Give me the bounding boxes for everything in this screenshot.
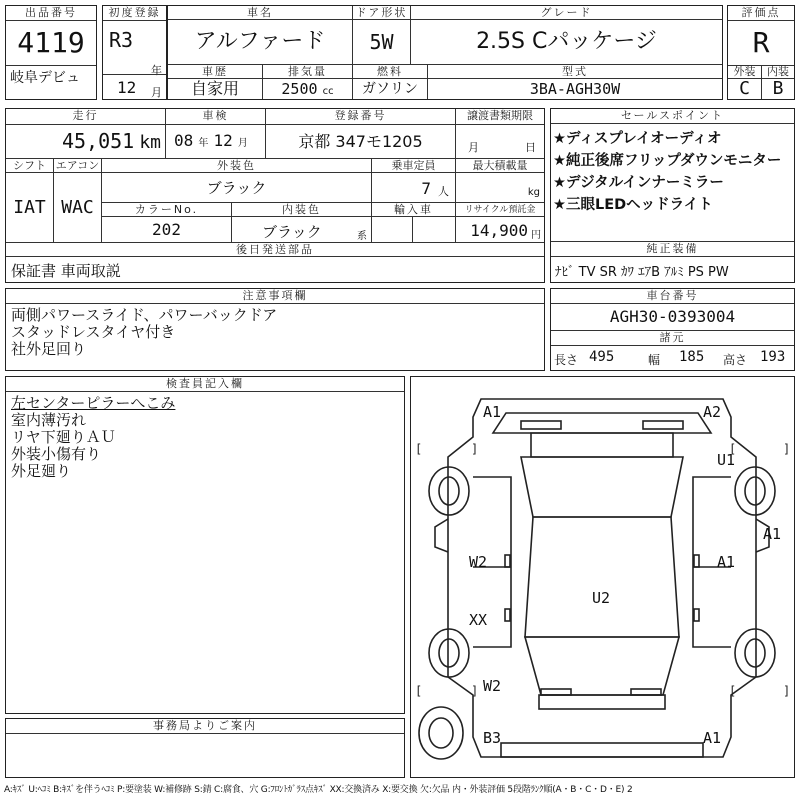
- mark-roof: U2: [592, 589, 611, 607]
- length: 495: [589, 349, 615, 365]
- length-label: 長さ: [554, 353, 579, 367]
- ext-label: 外装: [733, 65, 756, 78]
- office-label: 事務局よりご案内: [6, 719, 404, 734]
- grade-label: グレード: [540, 6, 593, 19]
- model-box: [167, 5, 723, 100]
- mark-front-right: A2: [703, 403, 722, 421]
- int-label: 内装: [767, 65, 789, 78]
- mark-right-front: U1: [717, 451, 736, 469]
- later-parts: 保証書 車両取説: [11, 262, 121, 280]
- office-box: [5, 718, 405, 778]
- color-no: 202: [152, 220, 181, 239]
- fuel: ガソリン: [362, 81, 418, 97]
- lot-number-box: [5, 5, 97, 100]
- selling-point: ★デジタルインナーミラー: [553, 175, 724, 191]
- transfer-label: 譲渡書類期限: [467, 109, 533, 122]
- insp-month-unit: 月: [237, 138, 248, 149]
- mark-rear-left: B3: [483, 729, 502, 747]
- svg-text:[: [: [729, 684, 737, 698]
- height: 193: [760, 349, 786, 365]
- selling-point: ★三眼LEDヘッドライト: [553, 197, 713, 213]
- inspector-line: 外足廻り: [11, 462, 72, 480]
- equipment-label: 純正装備: [551, 242, 794, 257]
- dims-label: 諸元: [551, 331, 794, 346]
- note-line: 両側パワースライド、パワーバックドア: [11, 306, 278, 324]
- note-line: スタッドレスタイヤ付き: [11, 323, 176, 341]
- history: 自家用: [190, 79, 239, 98]
- year-unit: 年: [151, 64, 162, 77]
- mark-right-door: A1: [717, 553, 736, 571]
- mark-rear-right: A1: [703, 729, 722, 747]
- yen-unit: 円: [531, 230, 541, 241]
- door-type: 5W: [369, 30, 394, 54]
- inspector-box: [5, 376, 405, 714]
- notes-box: [5, 288, 545, 371]
- model-name: アルファード: [194, 29, 326, 54]
- int-color-suffix: 系: [357, 231, 367, 242]
- month-num: 12: [117, 78, 137, 97]
- notes-label: 注意事項欄: [6, 289, 544, 304]
- score-label: 評価点: [728, 6, 794, 21]
- capacity: 7: [421, 179, 431, 198]
- inspector-line: 外装小傷有り: [11, 445, 102, 463]
- chassis-box: [550, 288, 795, 371]
- ac: WAC: [61, 197, 94, 218]
- mark-left-rear: XX: [469, 611, 488, 629]
- selling-label: セールスポイント: [551, 109, 794, 124]
- inspector-line: 室内薄汚れ: [11, 411, 87, 429]
- insp-year-unit: 年: [198, 138, 209, 149]
- cc-unit: cc: [322, 86, 334, 97]
- plate-label: 登録番号: [334, 109, 387, 122]
- km-unit: km: [139, 132, 161, 153]
- width-label: 幅: [648, 353, 661, 367]
- later-label: 後日発送部品: [236, 243, 314, 256]
- car-diagram: [410, 376, 795, 778]
- lot-number: 4119: [6, 21, 96, 66]
- displacement: 2500: [281, 80, 318, 98]
- mark-front-left: A1: [483, 403, 502, 421]
- insp-month: 12: [213, 131, 233, 150]
- equipment: ﾅﾋﾞ TV SR ｶﾜ ｴｱB ｱﾙﾐ PS PW: [555, 265, 729, 280]
- door-label: ドア形状: [355, 6, 408, 19]
- chassis-number: AGH30-0393004: [551, 304, 794, 331]
- inspection-label: 車検: [202, 109, 229, 122]
- lot-number-label: 出品番号: [6, 6, 96, 21]
- score: R: [728, 21, 794, 66]
- svg-text:]: ]: [471, 442, 479, 456]
- top-section: [5, 5, 795, 102]
- import-label: 輸入車: [394, 203, 433, 216]
- mileage: 45,051: [61, 129, 135, 153]
- svg-text:]: ]: [471, 684, 479, 698]
- era: R: [109, 28, 122, 52]
- fuel-label: 燃料: [377, 65, 403, 78]
- selling-point: ★純正後席フリップダウンモニター: [553, 153, 782, 169]
- auction-site: 岐阜デビュ: [10, 70, 80, 86]
- mark-right-mirror: A1: [763, 525, 782, 543]
- color: ブラック: [206, 179, 267, 197]
- shift-label: シフト: [13, 159, 46, 172]
- legend: A:ｷｽﾞ U:ﾍｺﾐ B:ｷｽﾞを伴うﾍｺﾐ P:要塗装 W:補修跡 S:錆 C:腐食、穴 G:ﾌﾛﾝﾄｶﾞﾗｽ点ｷｽﾞ XX:交換済み X:要交換 欠:欠品 内・外装評価 5段階ﾗﾝｸ順(A・B・C・D・E) 2: [4, 785, 633, 795]
- note-line: 社外足回り: [11, 340, 87, 358]
- recycle-label: リサイクル預託金: [464, 205, 536, 215]
- year-num: 3: [121, 28, 134, 52]
- month-unit: 月: [151, 86, 162, 99]
- color-label: 外装色: [217, 159, 256, 172]
- color-no-label: カラーNo.: [134, 203, 199, 216]
- ac-label: エアコン: [55, 159, 100, 172]
- height-label: 高さ: [723, 353, 748, 367]
- width: 185: [679, 349, 705, 365]
- first-reg-label: 初度登録: [103, 6, 166, 21]
- mark-left-rear-lower: W2: [483, 677, 502, 695]
- svg-text:]: ]: [783, 684, 791, 698]
- recycle: 14,900: [470, 221, 528, 240]
- selling-point: ★ディスプレイオーディオ: [553, 131, 722, 147]
- svg-text:[: [: [415, 684, 423, 698]
- plate: 京都 347モ1205: [298, 132, 423, 151]
- inspector-label: 検査員記入欄: [6, 377, 404, 392]
- transfer-month: 月: [468, 141, 479, 154]
- transfer-day: 日: [525, 141, 536, 154]
- model-label: 車名: [247, 6, 273, 19]
- svg-text:]: ]: [783, 442, 791, 456]
- load-unit: kg: [527, 187, 540, 198]
- shift: IAT: [13, 197, 46, 218]
- inspector-line: リヤ下廻りＡＵ: [11, 428, 116, 446]
- ext-grade: C: [739, 78, 750, 99]
- history-label: 車歴: [202, 65, 228, 78]
- displacement-label: 排気量: [288, 65, 327, 78]
- inspector-line: 左センターピラーへこみ: [11, 394, 176, 412]
- int-color-label: 内装色: [282, 203, 321, 216]
- selling-box: [550, 108, 795, 283]
- grade: 2.5S Cパッケージ: [476, 29, 657, 54]
- mileage-label: 走行: [72, 109, 99, 122]
- model-type: 3BA-AGH30W: [529, 80, 621, 98]
- chassis-label: 車台番号: [551, 289, 794, 304]
- score-box: [727, 5, 795, 100]
- type-label: 型式: [562, 65, 588, 78]
- load-label: 最大積載量: [472, 159, 528, 172]
- spec-box: [5, 108, 545, 283]
- first-reg-box: [102, 5, 167, 100]
- svg-text:[: [: [415, 442, 423, 456]
- insp-year: 08: [174, 131, 194, 150]
- capacity-unit: 人: [438, 185, 449, 198]
- int-color: ブラック: [262, 223, 322, 241]
- mark-left-door: W2: [469, 553, 488, 571]
- capacity-label: 乗車定員: [391, 159, 436, 172]
- car-diagram-svg: [411, 377, 793, 776]
- int-grade: B: [772, 78, 784, 99]
- svg-text:[: [: [729, 442, 737, 456]
